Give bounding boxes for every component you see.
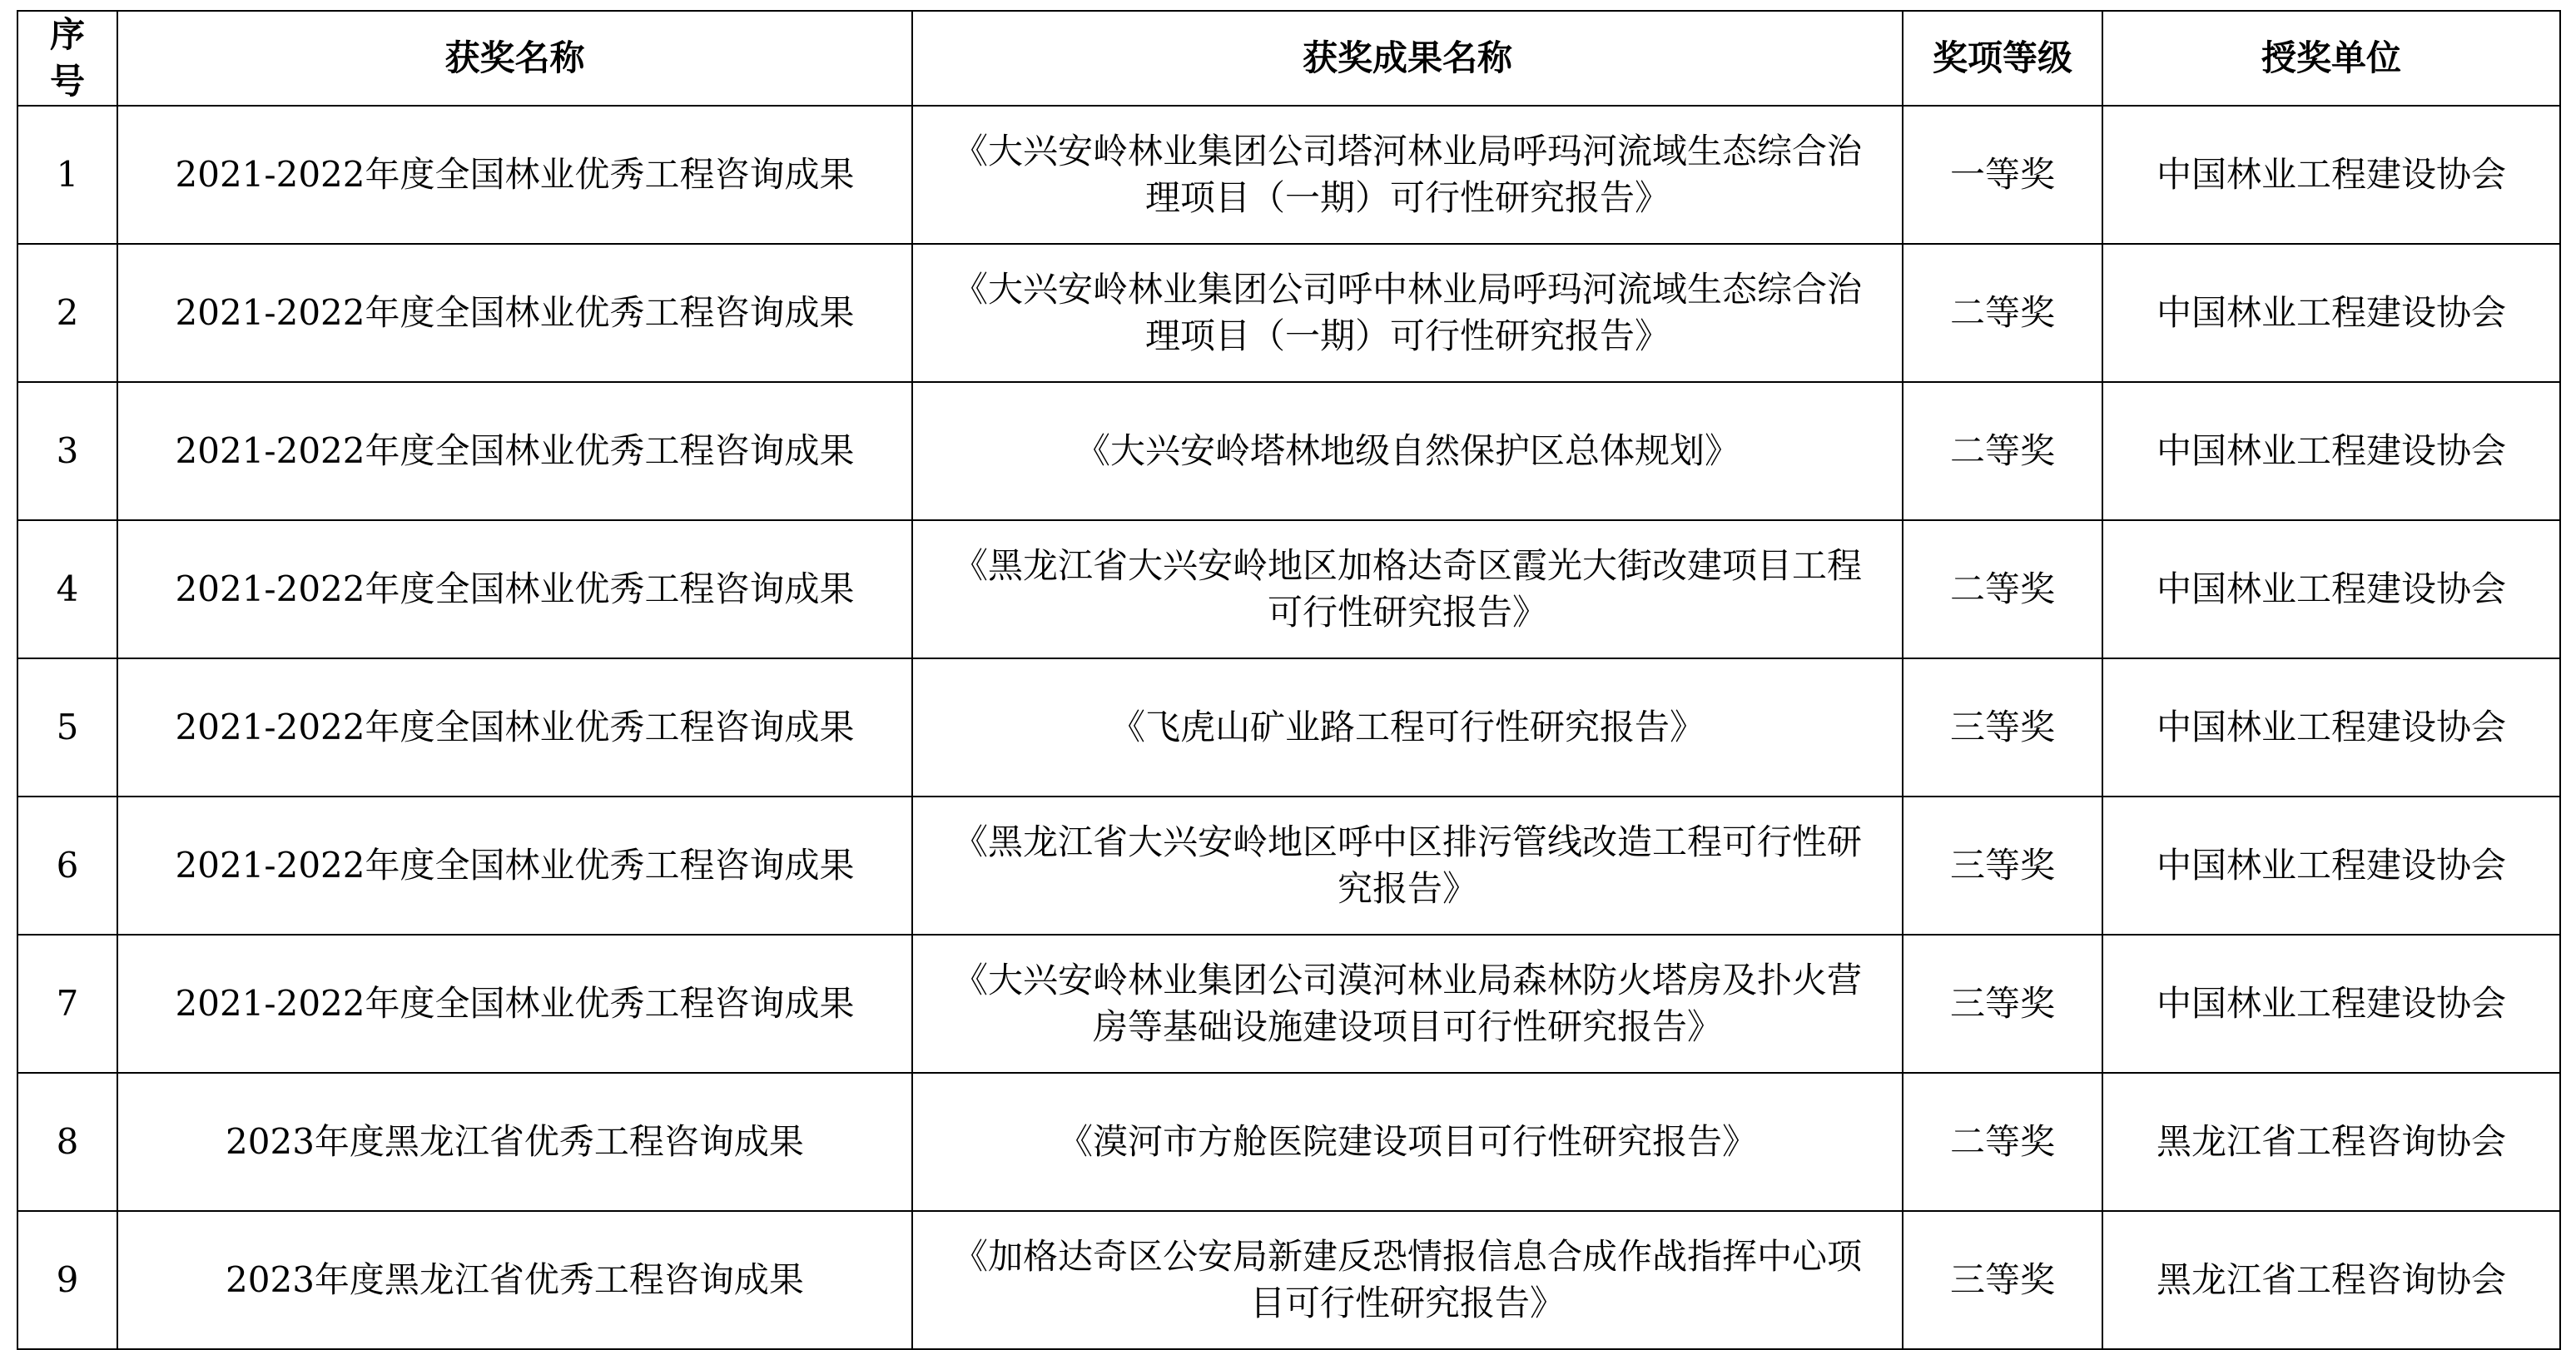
cell-award-name: 2021-2022年度全国林业优秀工程咨询成果	[117, 658, 912, 797]
cell-result-name: 《加格达奇区公安局新建反恐情报信息合成作战指挥中心项目可行性研究报告》	[912, 1211, 1903, 1349]
cell-organization: 中国林业工程建设协会	[2102, 658, 2560, 797]
awards-table	[17, 10, 2561, 1350]
cell-organization: 中国林业工程建设协会	[2102, 106, 2560, 244]
cell-index: 8	[17, 1073, 117, 1211]
cell-level: 一等奖	[1903, 106, 2102, 244]
cell-organization: 中国林业工程建设协会	[2102, 797, 2560, 935]
cell-award-name: 2021-2022年度全国林业优秀工程咨询成果	[117, 797, 912, 935]
cell-result-name: 《漠河市方舱医院建设项目可行性研究报告》	[912, 1073, 1903, 1211]
cell-index: 9	[17, 1211, 117, 1349]
cell-index: 4	[17, 520, 117, 658]
header-organization: 授奖单位	[2102, 11, 2560, 106]
cell-level: 二等奖	[1903, 382, 2102, 520]
table-row	[17, 658, 2560, 797]
cell-index: 5	[17, 658, 117, 797]
cell-level: 三等奖	[1903, 935, 2102, 1073]
cell-organization: 黑龙江省工程咨询协会	[2102, 1073, 2560, 1211]
cell-index: 3	[17, 382, 117, 520]
cell-award-name: 2023年度黑龙江省优秀工程咨询成果	[117, 1073, 912, 1211]
cell-organization: 中国林业工程建设协会	[2102, 935, 2560, 1073]
table-row	[17, 797, 2560, 935]
table-row	[17, 1211, 2560, 1349]
table-row	[17, 244, 2560, 382]
cell-organization: 中国林业工程建设协会	[2102, 520, 2560, 658]
cell-award-name: 2021-2022年度全国林业优秀工程咨询成果	[117, 520, 912, 658]
cell-result-name: 《大兴安岭林业集团公司漠河林业局森林防火塔房及扑火营房等基础设施建设项目可行性研究报告》	[912, 935, 1903, 1073]
header-award-name: 获奖名称	[117, 11, 912, 106]
cell-level: 三等奖	[1903, 1211, 2102, 1349]
cell-index: 2	[17, 244, 117, 382]
cell-organization: 中国林业工程建设协会	[2102, 244, 2560, 382]
cell-award-name: 2021-2022年度全国林业优秀工程咨询成果	[117, 106, 912, 244]
cell-result-name: 《黑龙江省大兴安岭地区呼中区排污管线改造工程可行性研究报告》	[912, 797, 1903, 935]
cell-level: 二等奖	[1903, 520, 2102, 658]
cell-result-name: 《黑龙江省大兴安岭地区加格达奇区霞光大街改建项目工程可行性研究报告》	[912, 520, 1903, 658]
table-row	[17, 1073, 2560, 1211]
cell-index: 7	[17, 935, 117, 1073]
table-row	[17, 520, 2560, 658]
cell-organization: 中国林业工程建设协会	[2102, 382, 2560, 520]
cell-award-name: 2021-2022年度全国林业优秀工程咨询成果	[117, 244, 912, 382]
cell-level: 二等奖	[1903, 1073, 2102, 1211]
cell-index: 1	[17, 106, 117, 244]
header-index: 序号	[17, 11, 117, 106]
header-level: 奖项等级	[1903, 11, 2102, 106]
cell-level: 二等奖	[1903, 244, 2102, 382]
table-header-row	[17, 11, 2560, 106]
cell-award-name: 2021-2022年度全国林业优秀工程咨询成果	[117, 935, 912, 1073]
cell-level: 三等奖	[1903, 658, 2102, 797]
header-result-name: 获奖成果名称	[912, 11, 1903, 106]
cell-index: 6	[17, 797, 117, 935]
cell-result-name: 《飞虎山矿业路工程可行性研究报告》	[912, 658, 1903, 797]
cell-result-name: 《大兴安岭林业集团公司呼中林业局呼玛河流域生态综合治理项目（一期）可行性研究报告》	[912, 244, 1903, 382]
table-row	[17, 382, 2560, 520]
table-row	[17, 935, 2560, 1073]
cell-award-name: 2021-2022年度全国林业优秀工程咨询成果	[117, 382, 912, 520]
table-row	[17, 106, 2560, 244]
cell-level: 三等奖	[1903, 797, 2102, 935]
cell-result-name: 《大兴安岭塔林地级自然保护区总体规划》	[912, 382, 1903, 520]
cell-result-name: 《大兴安岭林业集团公司塔河林业局呼玛河流域生态综合治理项目（一期）可行性研究报告》	[912, 106, 1903, 244]
cell-organization: 黑龙江省工程咨询协会	[2102, 1211, 2560, 1349]
cell-award-name: 2023年度黑龙江省优秀工程咨询成果	[117, 1211, 912, 1349]
